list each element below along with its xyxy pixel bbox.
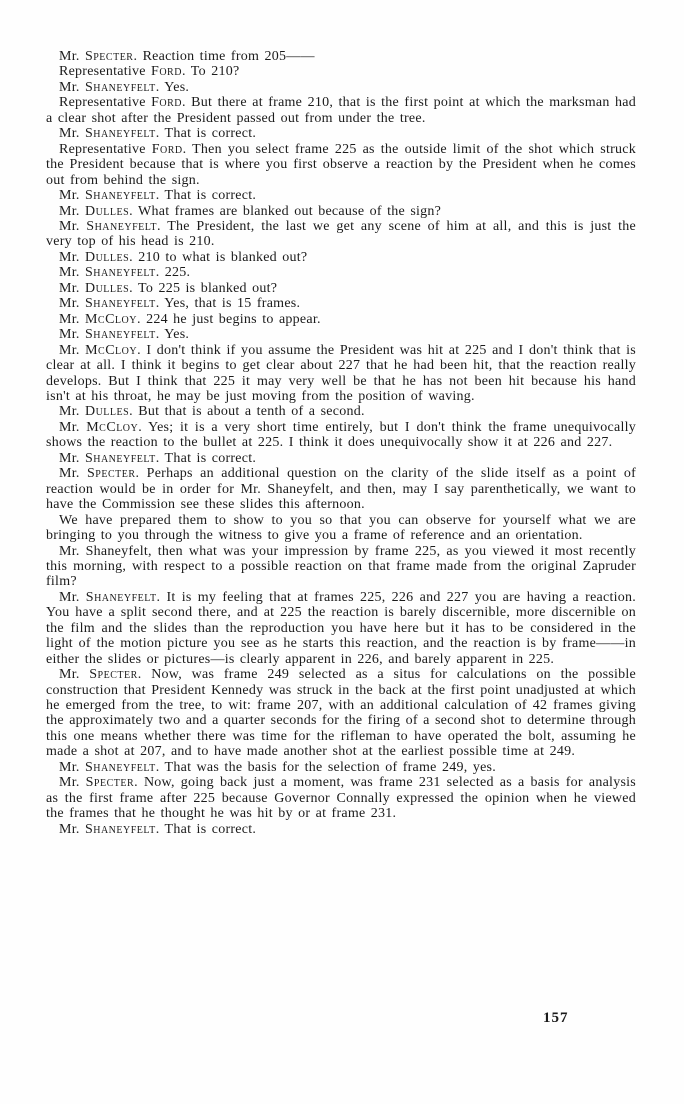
speaker-name: Shaneyfelt [84,265,156,281]
transcript-paragraph [46,188,636,203]
speaker-prefix: Mr. [59,759,85,775]
speaker-prefix: Representative [59,141,152,157]
speaker-name: Ford [151,64,182,80]
continuation-paragraph [46,513,636,544]
transcript-paragraph [46,49,636,64]
speaker-prefix: Mr. [59,311,85,327]
speaker-name: Shaneyfelt [86,218,158,234]
transcript-paragraph [46,80,636,95]
speaker-prefix: Mr. [59,327,85,343]
speaker-prefix: Mr. [59,466,87,482]
speaker-prefix: Mr. [59,342,86,358]
speech-text: Mr. Shaneyfelt, then what was your impression by frame 225, as you viewed it most recently this morning, with respect to a possible reaction on that frame made from the original Zapruder film? [46,543,636,590]
speech-text: . Then you select frame 225 as the outside limit of the shot which struck the President because that is where you first observe a reaction by the President when he comes out from behind the sign. [46,141,636,188]
speaker-prefix: Mr. [59,203,85,219]
speech-text: . That is correct. [155,188,257,204]
transcript-paragraph [46,265,636,280]
speaker-name: Specter [87,466,136,482]
transcript-paragraph [46,204,636,219]
transcript-paragraph [46,466,636,512]
speaker-name: Shaneyfelt [84,327,156,343]
speaker-name: Shaneyfelt [85,589,157,605]
speaker-name: Shaneyfelt [84,126,156,142]
transcript-paragraph [46,312,636,327]
speech-text: . 224 he just begins to appear. [136,311,321,327]
speaker-name: Ford [151,95,183,111]
speech-text: . Yes. [155,327,190,343]
transcript-paragraph [46,775,636,821]
speaker-prefix: Representative [59,95,152,111]
speaker-prefix: Mr. [59,188,85,204]
speech-text: . The President, the last we get any scene of him at all, and this is just the very top of his head is 210. [46,218,636,250]
speaker-name: Dulles [84,249,130,265]
speaker-name: Specter [89,667,138,683]
speaker-prefix: Mr. [59,280,85,296]
speech-text: . 210 to what is blanked out? [129,249,308,265]
speaker-prefix: Mr. [59,404,85,420]
speaker-prefix: Mr. [59,450,85,466]
speech-text: . Now, going back just a moment, was frame 231 selected as a basis for analysis as the first frame after 225 because Governor Connally expressed the opinion when he viewed the frames that he thought he was hit by or at frame 231. [46,775,636,822]
speaker-prefix: Representative [59,64,152,80]
speech-text: . Perhaps an additional question on the clarity of the slide itself as a point of reaction would be in order for Mr. Shaneyfelt, and then, may I say parenthetically, we want to have the Commission see these slides this afternoon. [46,466,636,513]
speech-text: . Now, was frame 249 selected as a situs for calculations on the possible construction that President Kennedy was struck in the back at the first point unadjusted at which he emerged from the tree, to wit: frame 207, with an additional calculation of 42 frames giving the approximately two and a quarter seconds for the firing of a second shot to determine through this one means whether there was time for the rifleman to have operated the bolt, assuming he made a shot at 207, and to have made another shot at the earliest possible time at 249. [46,667,636,760]
transcript-paragraph [46,327,636,342]
transcript [46,49,636,837]
speech-text: . To 210? [181,64,240,80]
transcript-paragraph [46,590,636,667]
speech-text: . That is correct. [155,450,257,466]
transcript-paragraph [46,281,636,296]
speaker-name: McCloy [86,419,139,435]
speaker-prefix: Mr. [59,249,85,265]
speaker-name: Shaneyfelt [84,821,156,837]
page-number: 157 [543,1010,569,1026]
speaker-prefix: Mr. [59,821,85,837]
transcript-paragraph [46,404,636,419]
speaker-name: Specter [85,775,135,791]
speech-text: . Yes, that is 15 frames. [155,296,301,312]
speaker-prefix: Mr. [59,265,85,281]
speaker-name: Shaneyfelt [84,296,156,312]
speaker-prefix: Mr. [59,419,87,435]
speech-text: . It is my feeling that at frames 225, 226 and 227 you are having a reaction. You have a split second there, and at 225 the reaction is barely discernible, more discernible on the film and the slides than the reproduction you have here but it has to be considered in the light of the motion picture you see as he starts this reaction, and the reaction is by frame——in either the slides or pictures—is clearly apparent in 226, and barely apparent in 225. [46,589,636,667]
transcript-paragraph [46,667,636,760]
speech-text: . That is correct. [155,821,257,837]
speech-text: . That was the basis for the selection of frame 249, yes. [155,759,496,775]
speech-text: . What frames are blanked out because of the sign? [129,203,442,219]
speech-text: . 225. [155,265,191,281]
speaker-name: Shaneyfelt [84,79,156,95]
speech-text: . That is correct. [155,126,257,142]
speaker-prefix: Mr. [59,218,87,234]
transcript-paragraph [46,250,636,265]
speaker-name: Dulles [84,404,130,420]
speaker-prefix: Mr. [59,49,85,64]
speech-text: . I don't think if you assume the President was hit at 225 and I don't think that is clear at all. I think it begins to get clear about 227 that he had been hit, that the reaction really develops. But I think that 225 it may very well be that he has not been hit because his hand isn't at his throat, he may be just moving from the position of waving. [46,342,636,404]
transcript-paragraph [46,95,636,126]
transcript-paragraph [46,64,636,79]
speaker-prefix: Mr. [59,589,86,605]
transcript-paragraph [46,420,636,451]
speech-text: . Reaction time from 205—— [133,49,315,64]
speech-text: We have prepared them to show to you so that you can observe for yourself what we are bringing to you through the witness to give you a frame of reference and an orientation. [46,512,636,544]
speaker-prefix: Mr. [59,775,86,791]
speech-text: . Yes; it is a very short time entirely, but I don't think the frame unequivocally shows the reaction to the bullet at 225. I think it does unequivocally show it at 226 and 227. [46,419,636,451]
speaker-prefix: Mr. [59,126,85,142]
speaker-name: Shaneyfelt [84,759,156,775]
transcript-paragraph [46,343,636,405]
transcript-paragraph [46,296,636,311]
speaker-name: Specter [84,49,134,64]
speaker-name: Dulles [84,203,130,219]
transcript-paragraph [46,142,636,188]
transcript-paragraph [46,760,636,775]
speech-text: . Yes. [155,79,190,95]
transcript-paragraph [46,126,636,141]
speaker-name: McCloy [85,342,138,358]
speaker-prefix: Mr. [59,79,85,95]
speech-text: . To 225 is blanked out? [129,280,278,296]
transcript-paragraph [46,451,636,466]
speaker-name: Ford [151,141,183,157]
speech-text: . But that is about a tenth of a second. [129,404,365,420]
transcript-paragraph [46,219,636,250]
speaker-name: Shaneyfelt [84,450,156,466]
continuation-paragraph [46,544,636,590]
speaker-prefix: Mr. [59,667,90,683]
speaker-name: McCloy [84,311,137,327]
speaker-name: Shaneyfelt [84,188,156,204]
speaker-name: Dulles [84,280,130,296]
speaker-prefix: Mr. [59,296,85,312]
transcript-paragraph [46,822,636,837]
speech-text: . But there at frame 210, that is the first point at which the marksman had a clear shot after the President passed out from under the tree. [46,95,636,126]
